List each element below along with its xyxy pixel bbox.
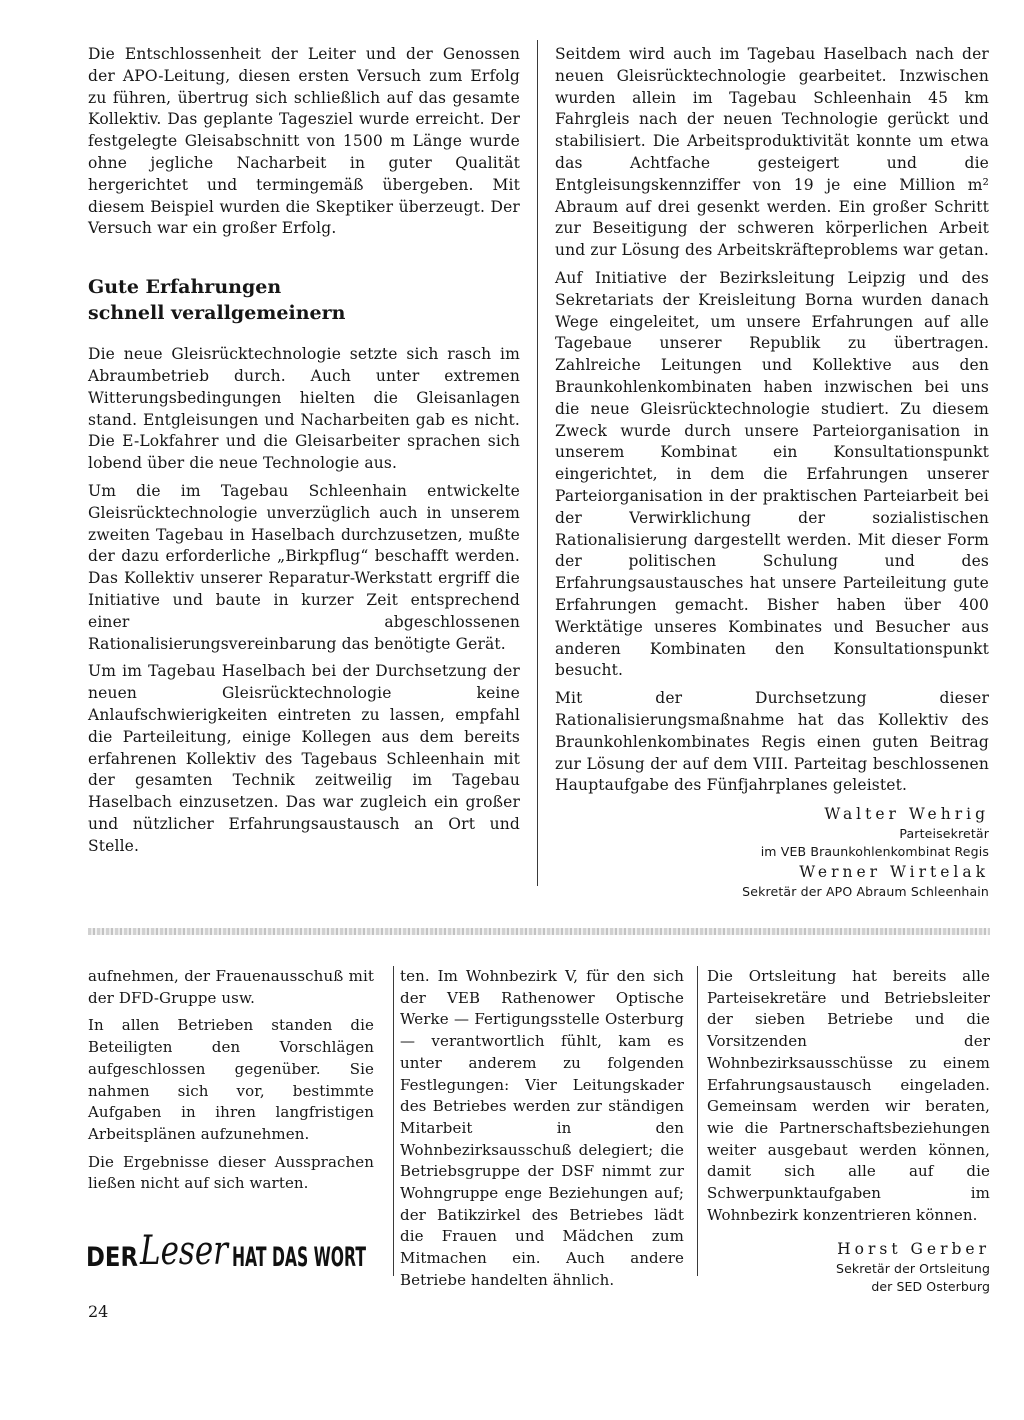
article-top-right-column [555,44,989,901]
body-paragraph: Die neue Gleisrücktechnologie setzte sich rasch im Abraumbetrieb durch. Auch unter extremen Witterungsbedingungen hielten die Gleisanlagen stand. Entgleisungen und Nacharbeiten gab es nicht. Die E-Lokfahrer und die Gleisarbeiter sprachen sich lobend über die neue Technologie aus. [88,345,520,473]
signature-block [707,1238,990,1296]
column-divider [393,966,394,1276]
signature-name: Werner Wirtelak [799,863,989,882]
body-paragraph: aufnehmen, der Frauenausschuß mit der DFD-Gruppe usw. [88,967,374,1007]
section-divider [88,928,990,935]
signature-role: Sekretär der Ortsleitung [836,1261,990,1277]
logo-words-hat-das-wort: HAT DAS WORT [232,1242,367,1273]
signature-role: Sekretär der APO Abraum Schleenhain [742,884,989,900]
der-leser-hat-das-wort-logo [86,1224,368,1276]
logo-word-leser: Leser [139,1228,231,1274]
signature-role: Parteisekretär [899,826,989,842]
body-paragraph: ten. Im Wohnbezirk V, für den sich der VEB Rathenower Optische Werke — Fertigungsstelle Osterburg — verantwortlich fühlt, kam es unter anderem zu folgenden Festlegungen: Vier Leitungskader des Betriebes werden zur ständigen Mitarbeit in den Wohnbezirksausschuß delegiert; die Betriebsgruppe der DSF nimmt zur Wohngruppe enge Beziehungen auf; der Batikzirkel des Betriebes lädt die Frauen und Mädchen zum Mitmachen ein. Auch andere Betriebe handelten ähnlich. [400,967,684,1289]
page-number: 24 [88,1302,109,1321]
logo-word-der: DER [86,1242,139,1273]
signature-role: im VEB Braunkohlenkombinat Regis [760,844,989,860]
section-heading [88,274,520,326]
article-bottom-column-1 [88,966,374,1201]
body-paragraph: Die Ortsleitung hat bereits alle Parteisekretäre und Betriebsleiter der sieben Betriebe und die Vorsitzenden der Wohnbezirksausschüsse zu einem Erfahrungsaustausch eingeladen. Gemeinsam werden wir beraten, wie die Partnerschaftsbeziehungen weiter ausgebaut werden können, damit sich alle auf die Schwerpunktaufgaben im Wohnbezirk konzentrieren können. [707,967,990,1224]
heading-line-1: Gute Erfahrungen [88,276,282,299]
body-paragraph: Mit der Durchsetzung dieser Rationalisierungsmaßnahme hat das Kollektiv des Braunkohlenkombinates Regis einen guten Beitrag zur Lösung der auf dem VIII. Parteitag beschlossenen Hauptaufgabe des Fünfjahrplanes geleistet. [555,689,989,795]
article-top-left-column [88,44,520,864]
body-paragraph: Seitdem wird auch im Tagebau Haselbach nach der neuen Gleisrücktechnologie gearbeitet. Inzwischen wurden allein im Tagebau Schleenhain 45 km Fahrgleis nach der neuen Technologie gerückt und stabilisiert. Die Arbeitsproduktivität konnte um etwa das Achtfache gesteigert und die Entgleisungskennziffer von 19 je eine Million m² Abraum auf drei gesenkt werden. Ein großer Schritt zur Beseitigung der schweren körperlichen Arbeit und zur Lösung des Arbeitskräfteproblems war getan. [555,45,989,260]
article-bottom-column-2 [400,966,684,1298]
article-bottom-column-3 [707,966,990,1296]
signature-name: Horst Gerber [837,1240,990,1259]
intro-paragraph: Die Entschlossenheit der Leiter und der Genossen der APO-Leitung, diesen ersten Versuch zum Erfolg zu führen, übertrug sich schließlich auf das gesamte Kollektiv. Das geplante Tagesziel wurde erreicht. Der festgelegte Gleisabschnitt von 1500 m Länge wurde ohne jegliche Nacharbeit in guter Qualität hergerichtet und termingemäß übergeben. Mit diesem Beispiel wurden die Skeptiker überzeugt. Der Versuch war ein großer Erfolg. [88,45,520,238]
body-paragraph: Auf Initiative der Bezirksleitung Leipzig und des Sekretariats der Kreisleitung Borna wurden danach Wege eingeleitet, um unsere Erfahrungen auf alle Tagebaue unserer Republik zu übertragen. Zahlreiche Leitungen und Kollektive aus den Braunkohlenkombinaten haben inzwischen bei uns die neue Gleisrücktechnologie studiert. Zu diesem Zweck wurde durch unsere Parteiorganisation in unserem Kombinat ein Konsultationspunkt eingerichtet, in dem die Erfahrungen unserer Parteiorganisation in der praktischen Parteiarbeit bei der Verwirklichung der sozialistischen Rationalisierung dargestellt werden. Mit dieser Form der politischen Schulung und des Erfahrungsaustausches hat unsere Parteileitung gute Erfahrungen gemacht. Bisher haben über 400 Werktätige unseres Kombinates und Besucher aus anderen Kombinaten den Konsultationspunkt besucht. [555,268,989,680]
body-paragraph: In allen Betrieben standen die Beteiligten den Vorschlägen aufgeschlossen gegenüber. Sie nahmen sich vor, bestimmte Aufgaben in ihren langfristigen Arbeitsplänen aufzunehmen. [88,1016,374,1143]
signature-block [555,803,989,901]
body-paragraph: Die Ergebnisse dieser Aussprachen ließen nicht auf sich warten. [88,1152,374,1193]
signature-name: Walter Wehrig [824,805,989,824]
column-divider [537,40,538,886]
body-paragraph: Um im Tagebau Haselbach bei der Durchsetzung der neuen Gleisrücktechnologie keine Anlaufschwierigkeiten eintreten zu lassen, empfahl die Parteileitung, einige Kollegen aus dem bereits erfahrenen Kollektiv des Tagebaus Schleenhain mit der gesamten Technik zeitweilig im Tagebau Haselbach einzusetzen. Das war zugleich ein großer und nützlicher Erfahrungsaustausch an Ort und Stelle. [88,662,520,855]
column-divider [697,966,698,1276]
body-paragraph: Um die im Tagebau Schleenhain entwickelte Gleisrücktechnologie unverzüglich auch in unserem zweiten Tagebau in Haselbach durchzusetzen, mußte der dazu erforderliche „Birkpflug“ beschafft werden. Das Kollektiv unserer Reparatur-Werkstatt ergriff die Initiative und baute in kurzer Zeit entsprechend einer abgeschlossenen Rationalisierungsvereinbarung das benötigte Gerät. [88,481,520,653]
signature-role: der SED Osterburg [871,1279,990,1295]
heading-line-2: schnell verallgemeinern [88,302,346,325]
